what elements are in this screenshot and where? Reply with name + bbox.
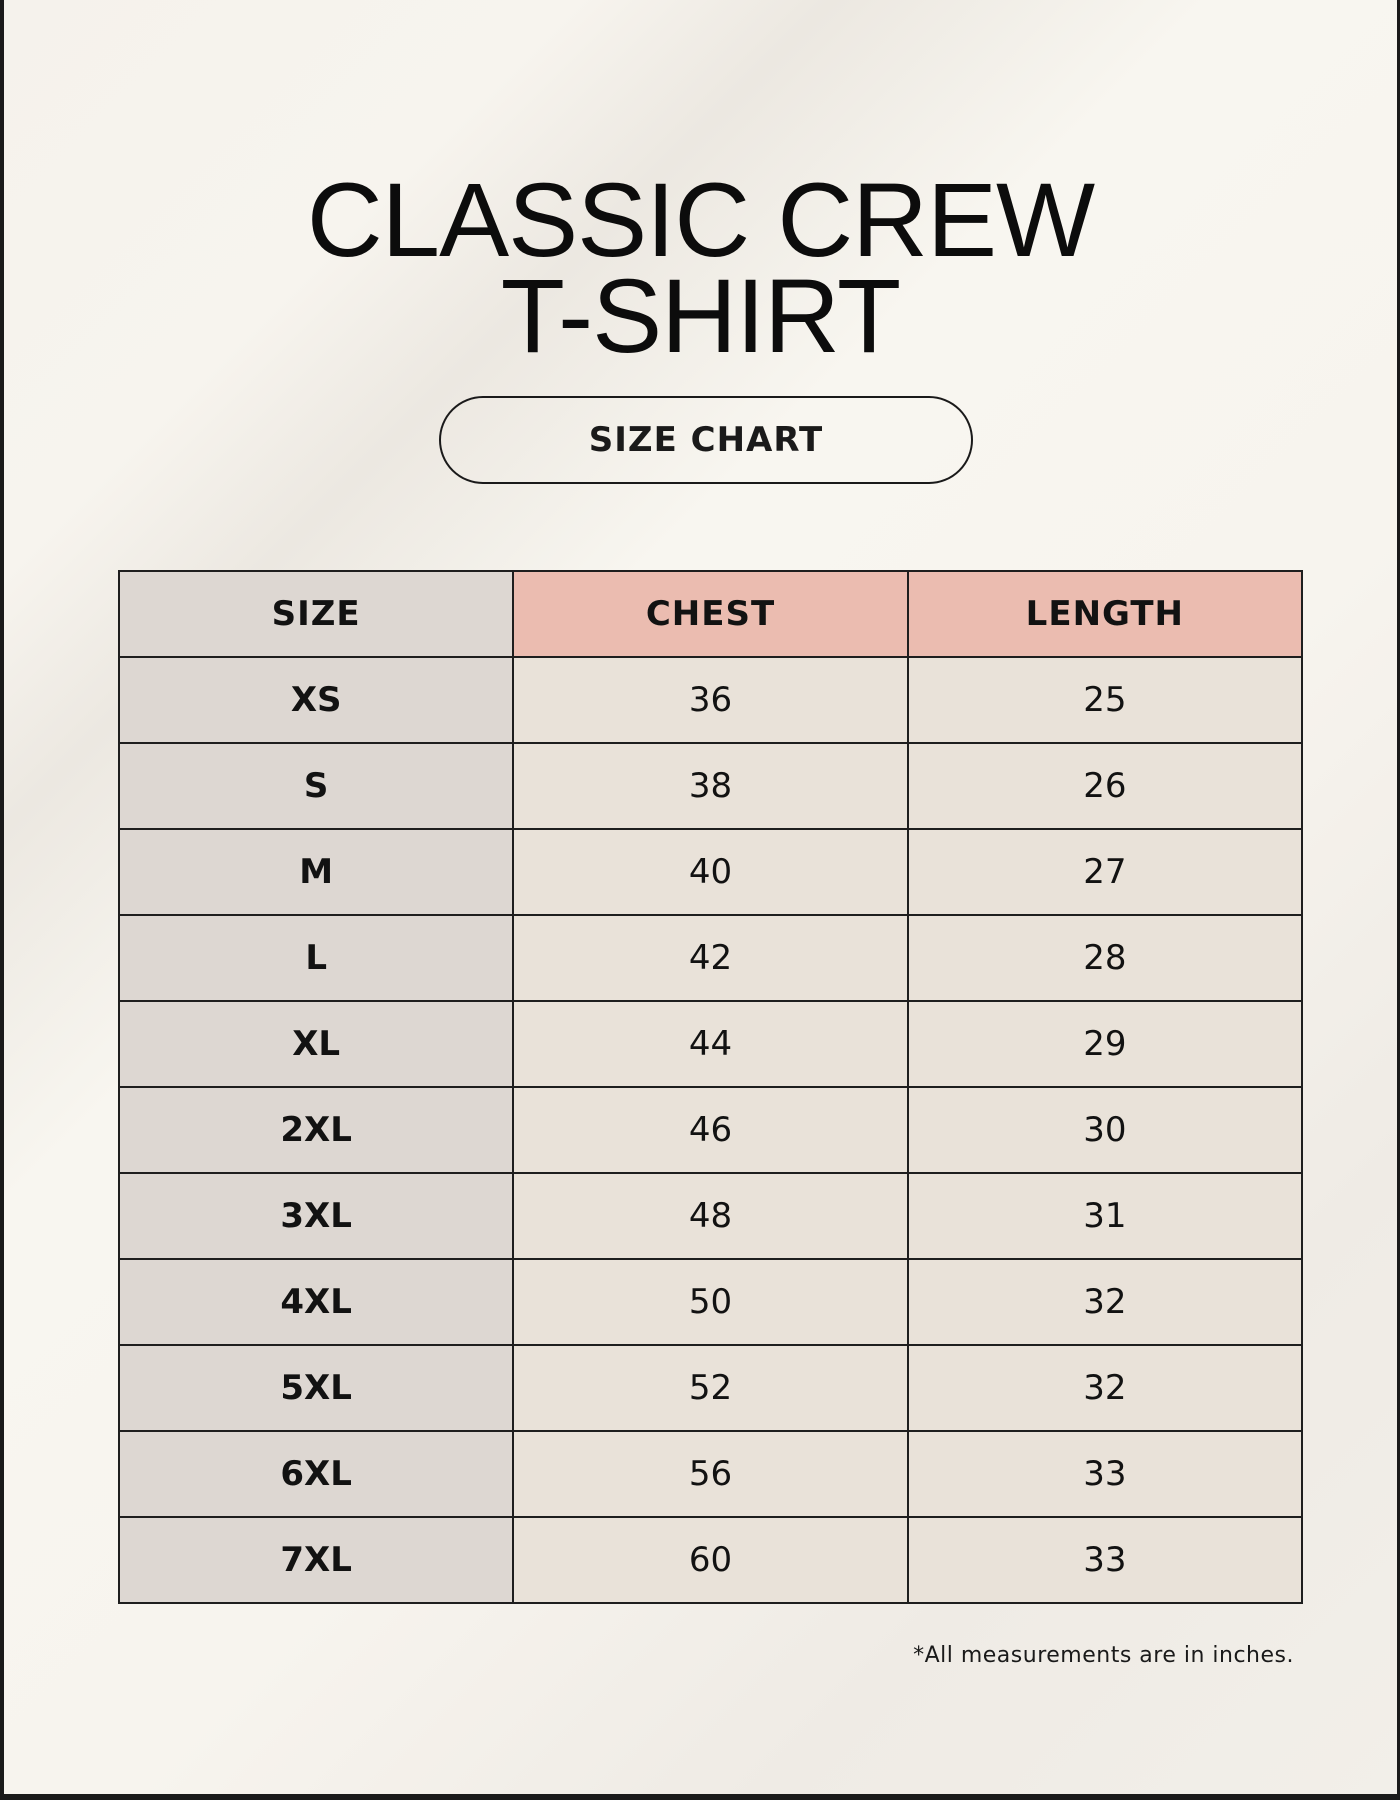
size-chart-page: [4, 0, 1397, 1794]
chest-cell: 36: [513, 657, 907, 743]
size-cell: S: [119, 743, 513, 829]
table-row: [119, 1087, 1302, 1173]
title-line-1: CLASSIC CREW: [306, 162, 1095, 280]
size-cell: XL: [119, 1001, 513, 1087]
size-cell: 2XL: [119, 1087, 513, 1173]
page-title: [4, 162, 1397, 376]
table-row: [119, 915, 1302, 1001]
size-table: [118, 570, 1303, 1604]
header-chest: CHEST: [513, 571, 907, 657]
table-row: [119, 1345, 1302, 1431]
size-cell: 3XL: [119, 1173, 513, 1259]
table-header-row: [119, 571, 1302, 657]
length-cell: 31: [908, 1173, 1302, 1259]
length-cell: 30: [908, 1087, 1302, 1173]
size-cell: M: [119, 829, 513, 915]
header-length: LENGTH: [908, 571, 1302, 657]
size-cell: 5XL: [119, 1345, 513, 1431]
size-chart-badge[interactable]: SIZE CHART: [439, 396, 973, 484]
table-row: [119, 1173, 1302, 1259]
size-cell: 4XL: [119, 1259, 513, 1345]
table-row: [119, 657, 1302, 743]
length-cell: 33: [908, 1431, 1302, 1517]
table-row: [119, 743, 1302, 829]
header-size: SIZE: [119, 571, 513, 657]
chest-cell: 52: [513, 1345, 907, 1431]
length-cell: 29: [908, 1001, 1302, 1087]
chest-cell: 60: [513, 1517, 907, 1603]
measurement-footnote: *All measurements are in inches.: [913, 1643, 1294, 1668]
table-row: [119, 1259, 1302, 1345]
chest-cell: 56: [513, 1431, 907, 1517]
size-cell: L: [119, 915, 513, 1001]
table-row: [119, 1001, 1302, 1087]
length-cell: 33: [908, 1517, 1302, 1603]
length-cell: 27: [908, 829, 1302, 915]
length-cell: 26: [908, 743, 1302, 829]
length-cell: 28: [908, 915, 1302, 1001]
size-cell: 7XL: [119, 1517, 513, 1603]
size-cell: XS: [119, 657, 513, 743]
title-line-2: T-SHIRT: [500, 258, 901, 376]
table-row: [119, 1431, 1302, 1517]
table-row: [119, 829, 1302, 915]
chest-cell: 42: [513, 915, 907, 1001]
length-cell: 25: [908, 657, 1302, 743]
table-row: [119, 1517, 1302, 1603]
chest-cell: 46: [513, 1087, 907, 1173]
chest-cell: 44: [513, 1001, 907, 1087]
chest-cell: 38: [513, 743, 907, 829]
size-cell: 6XL: [119, 1431, 513, 1517]
length-cell: 32: [908, 1345, 1302, 1431]
chest-cell: 50: [513, 1259, 907, 1345]
chest-cell: 40: [513, 829, 907, 915]
length-cell: 32: [908, 1259, 1302, 1345]
chest-cell: 48: [513, 1173, 907, 1259]
